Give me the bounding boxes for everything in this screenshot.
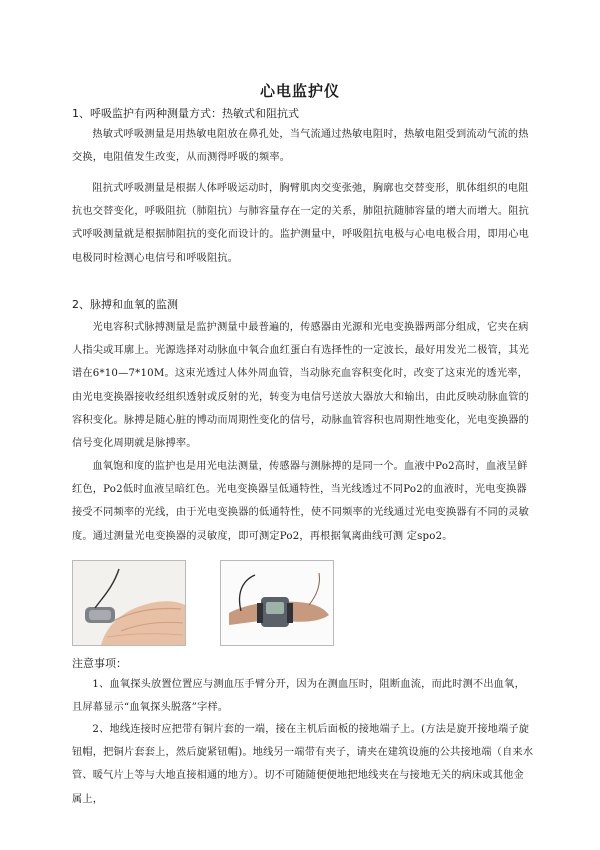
- notes-heading: 注意事项：: [72, 657, 127, 670]
- wrist-monitor-illustration: [221, 561, 333, 645]
- section-2-heading: 2、脉搏和血氧的监测: [72, 298, 178, 311]
- section-2-paragraph-1: 光电容积式脉搏测量是监护测量中最普遍的，传感器由光源和光电变换器两部分组成，它夹在病人指尖或耳廓上。光源选择对动脉血中氧合血红蛋白有选择性的一定波长，最好用发光二极管，其光谱在6*10—7*10M。这束光透过人体外周血管，当动脉充血容积变化时，改变了这束光的透光率，由光电变换器接收经组织透射或反射的光，转变为电信号送放大器放大和输出，由此反映动脉血管的容积变化。脉搏是随心脏的博动而周期性变化的信号，动脉血管容积也周期性地变化，光电变换器的信号变化周期就是脉搏率。: [72, 322, 530, 450]
- wrist-monitor-photo: [220, 560, 334, 646]
- notes-paragraph-1: 1、血氧探头放置位置应与测血压手臂分开，因为在测血压时，阻断血流，而此时测不出血氧，且屏幕显示“血氧探头脱落”字样。: [72, 679, 525, 714]
- notes-paragraph-2: 2、地线连接时应把带有铜片套的一端，接在主机后面板的接地端子上。(方法是旋开接地端子旋钮帽，把铜片套套上，然后旋紧钮帽)。地线另一端带有夹子，请夹在建筑设施的公共接地端（自来水管、暖气片上等与大地直接相通的地方）。切不可随随便便地把地线夹在与接地无关的病床或其他金属上，: [72, 724, 534, 805]
- page-title: 心电监护仪: [259, 82, 340, 100]
- section-1-paragraph-1: 热敏式呼吸测量是用热敏电阻放在鼻孔处，当气流通过热敏电阻时，热敏电阻受到流动气流的热交换，电阻值发生改变，从而测得呼吸的频率。: [72, 129, 529, 164]
- section-1-heading: 1、呼吸监护有两种测量方式：热敏式和阻抗式: [72, 107, 299, 120]
- finger-sensor-photo: [72, 560, 186, 646]
- section-1-paragraph-2: 阻抗式呼吸测量是根据人体呼吸运动时，胸臂肌肉交变张弛，胸廓也交替变形，肌体组织的电阻抗也交替变化，呼吸阻抗（肺阻抗）与肺容量存在一定的关系，肺阻抗随肺容量的增大而增大。阻抗式呼吸测量就是根据肺阻抗的变化而设计的。监护测量中，呼吸阻抗电极与心电电极合用，即用心电电极同时检测心电信号和呼吸阻抗。: [72, 183, 530, 264]
- section-2-paragraph-2: 血氧饱和度的监护也是用光电法测量，传感器与测脉搏的是同一个。血液中Po2高时，血液呈鲜红色，Po2低时血液呈暗红色。光电变换器呈低通特性，当光线透过不同Po2的血液时，光电变换器接受不同频率的光线，由于光电变换器的低通特性，使不同频率的光线通过光电变换器有不同的灵敏度。通过测量光电变换器的灵敏度，即可测定Po2，再根据氧离曲线可测 定spo2。: [72, 461, 530, 542]
- finger-sensor-illustration: [73, 561, 185, 645]
